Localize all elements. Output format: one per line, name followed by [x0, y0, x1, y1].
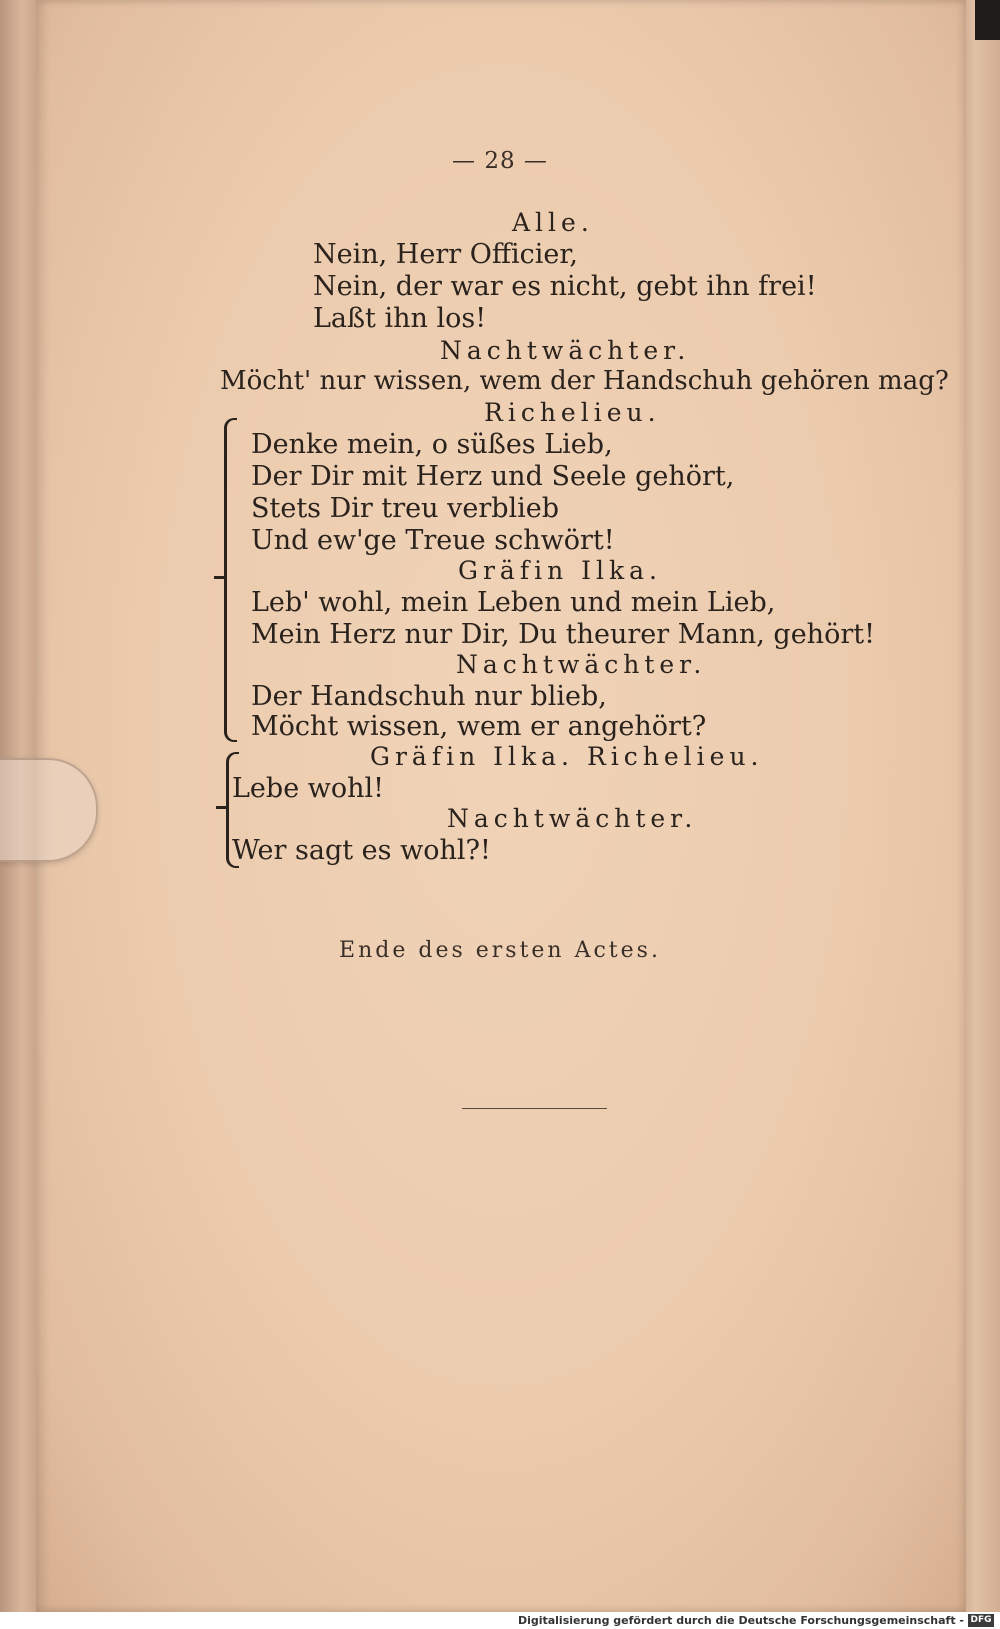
verse-line: Lebe wohl! — [232, 773, 384, 804]
verse-line: Nein, der war es nicht, gebt ihn frei! — [313, 271, 817, 302]
verse-line: Leb' wohl, mein Leben und mein Lieb, — [251, 587, 776, 618]
verse-line: Möcht' nur wissen, wem der Handschuh gehören mag? — [220, 366, 949, 396]
speaker-richelieu: Richelieu. — [484, 398, 661, 427]
speaker-graefin-ilka-richelieu: Gräfin Ilka. Richelieu. — [370, 742, 764, 771]
small-brace-tip — [216, 806, 226, 809]
verse-line: Mein Herz nur Dir, Du theurer Mann, gehört! — [251, 619, 875, 650]
speaker-graefin-ilka: Gräfin Ilka. — [458, 556, 662, 585]
page-tab-marker — [0, 758, 98, 862]
large-brace-tip — [214, 576, 224, 579]
verse-line: Und ew'ge Treue schwört! — [251, 525, 615, 556]
dfg-logo-icon: DFG — [968, 1614, 994, 1627]
verse-line: Der Dir mit Herz und Seele gehört, — [251, 461, 735, 492]
speaker-nachtwaechter: Nachtwächter. — [456, 650, 707, 679]
verse-line: Möcht wissen, wem er angehört? — [251, 711, 707, 742]
small-brace — [226, 752, 239, 868]
speaker-nachtwaechter: Nachtwächter. — [440, 336, 691, 365]
verse-line: Der Handschuh nur blieb, — [251, 681, 607, 712]
book-cover-corner — [975, 0, 1000, 40]
verse-line: Denke mein, o süßes Lieb, — [251, 429, 613, 460]
verse-line: Stets Dir treu verblieb — [251, 493, 560, 524]
speaker-nachtwaechter: Nachtwächter. — [447, 804, 698, 833]
verse-line: Nein, Herr Officier, — [313, 239, 578, 270]
speaker-alle: Alle. — [512, 208, 594, 237]
page-number: — 28 — — [452, 148, 548, 174]
large-brace — [224, 418, 237, 742]
verse-line: Wer sagt es wohl?! — [232, 835, 491, 866]
end-divider-rule — [462, 1108, 607, 1109]
footer-credit: Digitalisierung gefördert durch die Deutsche Forschungsgemeinschaft - — [517, 1614, 964, 1627]
end-of-act-note: Ende des ersten Actes. — [339, 938, 661, 963]
verse-line: Laßt ihn los! — [313, 303, 487, 334]
